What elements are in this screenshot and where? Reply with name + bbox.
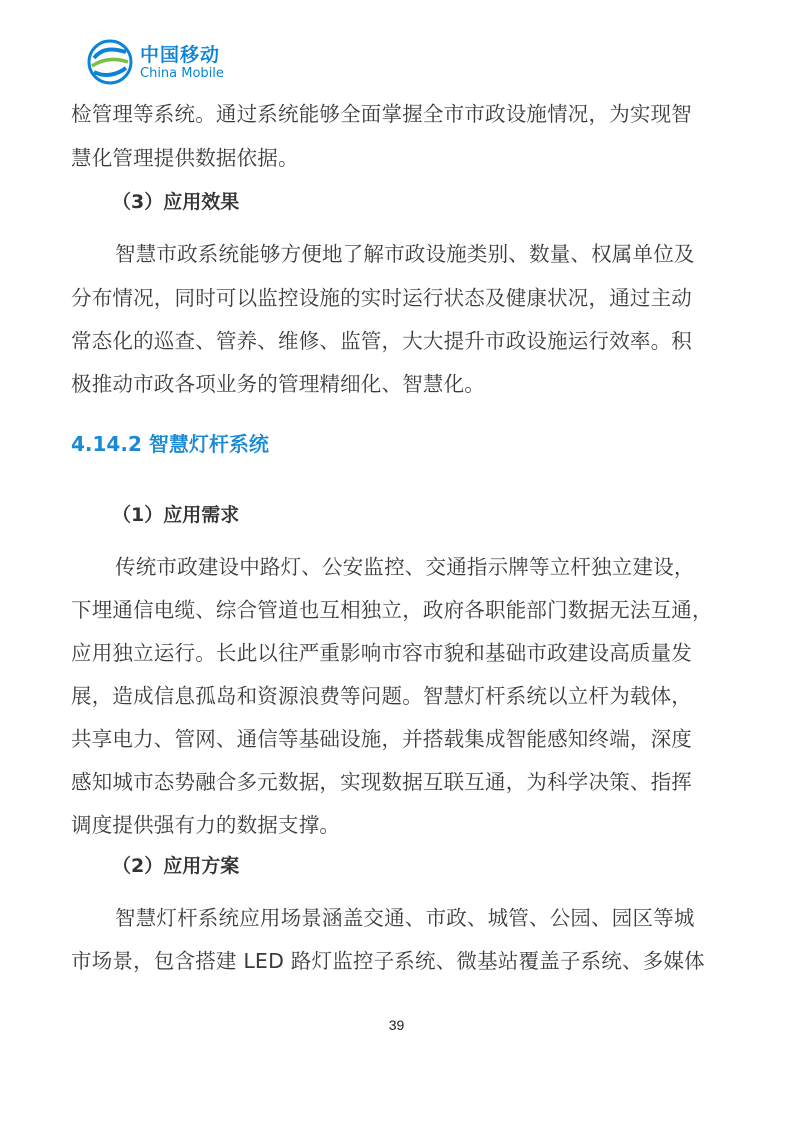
subheading-plan: （2）应用方案 xyxy=(112,855,240,877)
paragraph-line: 调度提供强有力的数据支撑。 xyxy=(71,813,341,837)
paragraph-line: 共享电力、管网、通信等基础设施，并搭载集成智能感知终端，深度 xyxy=(71,727,692,751)
subheading-need: （1）应用需求 xyxy=(112,504,240,526)
paragraph-line: 慧化管理提供数据依据。 xyxy=(71,146,299,170)
paragraph-line: 感知城市态势融合多元数据，实现数据互联互通，为科学决策、指挥 xyxy=(71,770,692,794)
logo-english-text: China Mobile xyxy=(140,65,224,81)
paragraph-line: 极推动市政各项业务的管理精细化、智慧化。 xyxy=(71,372,485,396)
paragraph-line: 分布情况，同时可以监控设施的实时运行状态及健康状况，通过主动 xyxy=(71,286,692,310)
subheading-effect: （3）应用效果 xyxy=(112,191,240,213)
paragraph-line: 智慧灯杆系统应用场景涵盖交通、市政、城管、公园、园区等城 xyxy=(115,906,695,930)
paragraph-line: 下埋通信电缆、综合管道也互相独立，政府各职能部门数据无法互通， xyxy=(71,598,713,622)
paragraph-line: 常态化的巡查、管养、维修、监管，大大提升市政设施运行效率。积 xyxy=(71,329,692,353)
paragraph-line: 传统市政建设中路灯、公安监控、交通指示牌等立杆独立建设， xyxy=(115,555,695,579)
logo-chinese-text: 中国移动 xyxy=(140,43,221,66)
paragraph-line: 智慧市政系统能够方便地了解市政设施类别、数量、权属单位及 xyxy=(115,242,695,266)
paragraph-line: 市场景，包含搭建 LED 路灯监控子系统、微基站覆盖子系统、多媒体 xyxy=(71,949,705,973)
paragraph-line: 应用独立运行。长此以往严重影响市容市貌和基础市政建设高质量发 xyxy=(71,641,692,665)
paragraph-line: 检管理等系统。通过系统能够全面掌握全市市政设施情况，为实现智 xyxy=(71,102,692,126)
china-mobile-logo-icon xyxy=(86,38,134,86)
section-heading: 4.14.2 智慧灯杆系统 xyxy=(71,432,269,456)
page-number: 39 xyxy=(388,1017,405,1033)
paragraph-line: 展，造成信息孤岛和资源浪费等问题。智慧灯杆系统以立杆为载体， xyxy=(71,684,692,708)
china-mobile-logo xyxy=(86,38,224,86)
